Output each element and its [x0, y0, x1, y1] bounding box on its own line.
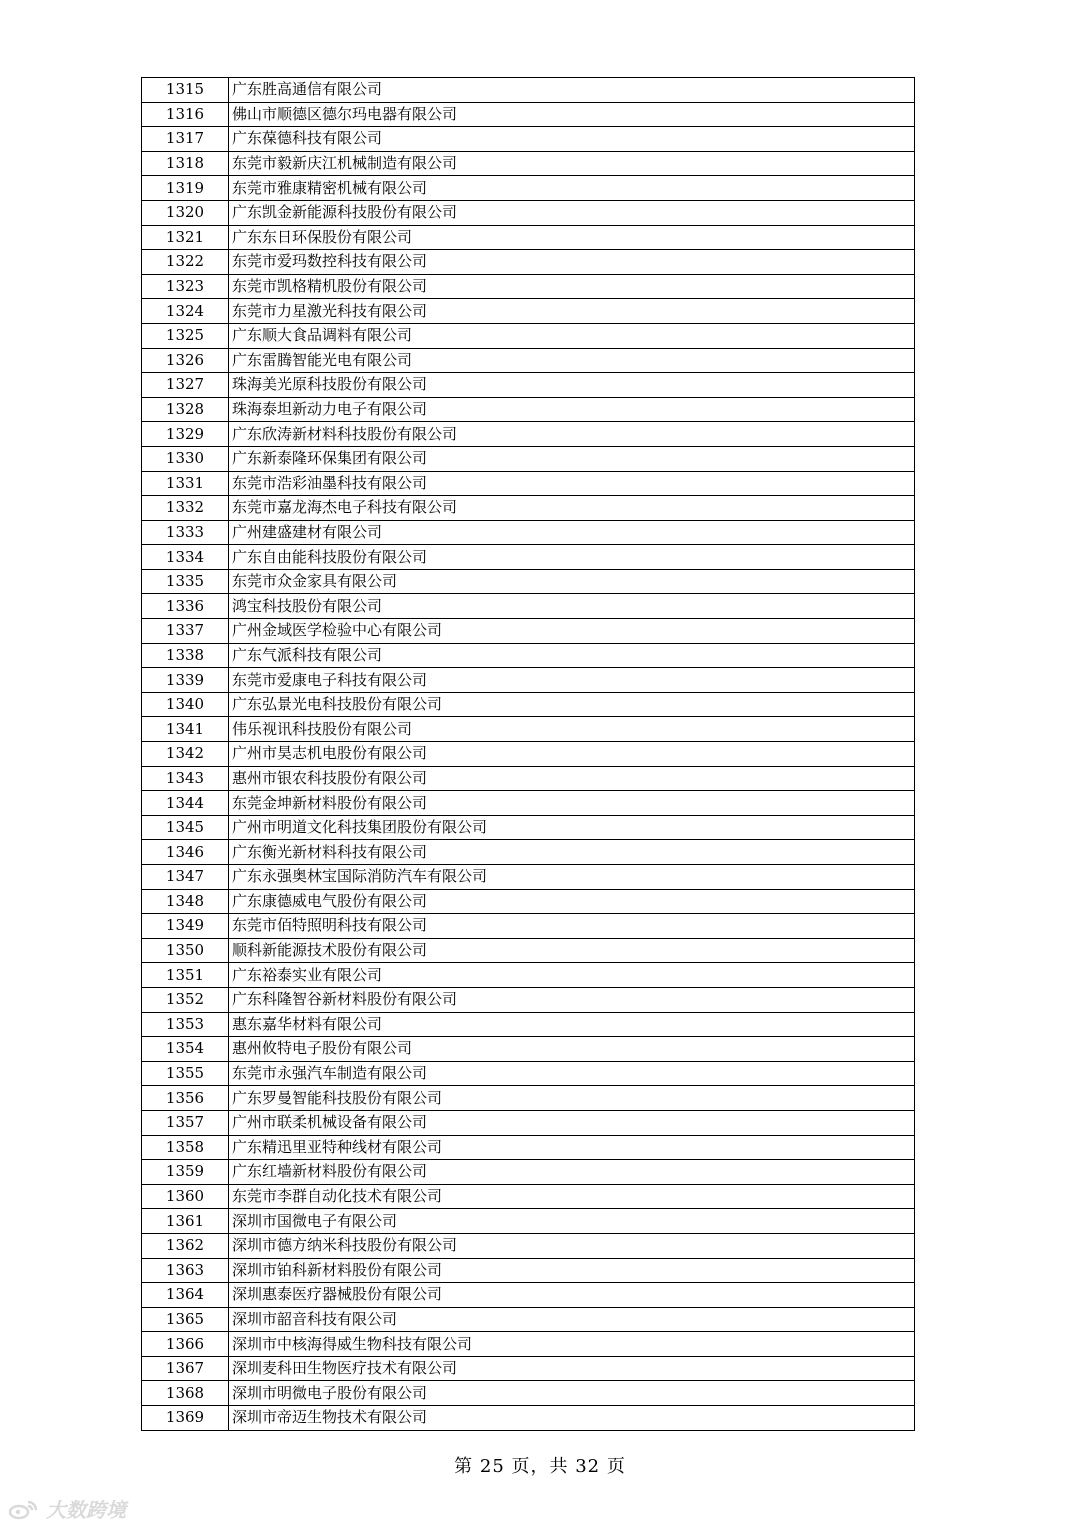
row-number: 1317 — [142, 127, 229, 152]
table-row — [142, 668, 915, 693]
company-name: 深圳市帝迈生物技术有限公司 — [229, 1406, 915, 1431]
table-row — [142, 348, 915, 373]
company-name: 广东弘景光电科技股份有限公司 — [229, 692, 915, 717]
company-name: 广州市昊志机电股份有限公司 — [229, 742, 915, 767]
table-row — [142, 496, 915, 521]
company-name: 惠东嘉华材料有限公司 — [229, 1012, 915, 1037]
table-row — [142, 127, 915, 152]
row-number: 1351 — [142, 963, 229, 988]
company-list-table — [141, 77, 915, 1431]
row-number: 1318 — [142, 151, 229, 176]
table-row — [142, 963, 915, 988]
row-number: 1356 — [142, 1086, 229, 1111]
table-row — [142, 373, 915, 398]
table-row — [142, 200, 915, 225]
row-number: 1325 — [142, 323, 229, 348]
company-name: 东莞市雅康精密机械有限公司 — [229, 176, 915, 201]
table-row — [142, 914, 915, 939]
company-name: 东莞市嘉龙海杰电子科技有限公司 — [229, 496, 915, 521]
company-name: 深圳市明微电子股份有限公司 — [229, 1381, 915, 1406]
row-number: 1315 — [142, 78, 229, 103]
company-name: 顺科新能源技术股份有限公司 — [229, 938, 915, 963]
table-row — [142, 1061, 915, 1086]
company-name: 广州市明道文化科技集团股份有限公司 — [229, 815, 915, 840]
row-number: 1360 — [142, 1184, 229, 1209]
row-number: 1359 — [142, 1160, 229, 1185]
table-row — [142, 1184, 915, 1209]
row-number: 1367 — [142, 1356, 229, 1381]
table-row — [142, 1135, 915, 1160]
company-name: 东莞市爱康电子科技有限公司 — [229, 668, 915, 693]
company-name: 东莞市爱玛数控科技有限公司 — [229, 250, 915, 275]
company-name: 深圳市国微电子有限公司 — [229, 1209, 915, 1234]
table-row — [142, 692, 915, 717]
company-name: 珠海美光原科技股份有限公司 — [229, 373, 915, 398]
table-row — [142, 274, 915, 299]
table-row — [142, 1012, 915, 1037]
row-number: 1333 — [142, 520, 229, 545]
company-name: 广东新泰隆环保集团有限公司 — [229, 446, 915, 471]
company-name: 广州建盛建材有限公司 — [229, 520, 915, 545]
row-number: 1336 — [142, 594, 229, 619]
company-name: 广东衡光新材料科技有限公司 — [229, 840, 915, 865]
row-number: 1341 — [142, 717, 229, 742]
row-number: 1342 — [142, 742, 229, 767]
row-number: 1344 — [142, 791, 229, 816]
company-name: 东莞市毅新庆江机械制造有限公司 — [229, 151, 915, 176]
row-number: 1335 — [142, 569, 229, 594]
table-row — [142, 865, 915, 890]
table-row — [142, 225, 915, 250]
company-name: 广东红墙新材料股份有限公司 — [229, 1160, 915, 1185]
table-row — [142, 791, 915, 816]
company-name: 珠海泰坦新动力电子有限公司 — [229, 397, 915, 422]
table-row — [142, 889, 915, 914]
table-row — [142, 1086, 915, 1111]
row-number: 1363 — [142, 1258, 229, 1283]
company-name: 东莞市力星激光科技有限公司 — [229, 299, 915, 324]
table-row — [142, 1381, 915, 1406]
row-number: 1365 — [142, 1307, 229, 1332]
row-number: 1353 — [142, 1012, 229, 1037]
row-number: 1334 — [142, 545, 229, 570]
row-number: 1361 — [142, 1209, 229, 1234]
table-row — [142, 1258, 915, 1283]
company-name: 广东葆德科技有限公司 — [229, 127, 915, 152]
row-number: 1321 — [142, 225, 229, 250]
company-name: 深圳惠泰医疗器械股份有限公司 — [229, 1283, 915, 1308]
table-row — [142, 1283, 915, 1308]
company-name: 广东顺大食品调料有限公司 — [229, 323, 915, 348]
row-number: 1366 — [142, 1332, 229, 1357]
table-body — [142, 78, 915, 1431]
table-row — [142, 250, 915, 275]
company-name: 广东罗曼智能科技股份有限公司 — [229, 1086, 915, 1111]
company-name: 广东雷腾智能光电有限公司 — [229, 348, 915, 373]
row-number: 1368 — [142, 1381, 229, 1406]
table-row — [142, 323, 915, 348]
company-name: 广东裕泰实业有限公司 — [229, 963, 915, 988]
table-row — [142, 717, 915, 742]
row-number: 1346 — [142, 840, 229, 865]
company-name: 深圳市韶音科技有限公司 — [229, 1307, 915, 1332]
row-number: 1324 — [142, 299, 229, 324]
row-number: 1322 — [142, 250, 229, 275]
table-row — [142, 299, 915, 324]
row-number: 1357 — [142, 1110, 229, 1135]
company-name: 东莞市凯格精机股份有限公司 — [229, 274, 915, 299]
row-number: 1349 — [142, 914, 229, 939]
company-name: 深圳市德方纳米科技股份有限公司 — [229, 1233, 915, 1258]
table-row — [142, 397, 915, 422]
table-row — [142, 520, 915, 545]
company-name: 广东气派科技有限公司 — [229, 643, 915, 668]
table-row — [142, 569, 915, 594]
table-row — [142, 102, 915, 127]
row-number: 1316 — [142, 102, 229, 127]
weibo-logo-icon — [8, 1498, 42, 1520]
company-name: 惠州攸特电子股份有限公司 — [229, 1037, 915, 1062]
table-row — [142, 619, 915, 644]
table-row — [142, 1307, 915, 1332]
table-row — [142, 1406, 915, 1431]
row-number: 1319 — [142, 176, 229, 201]
company-name: 惠州市银农科技股份有限公司 — [229, 766, 915, 791]
table-row — [142, 446, 915, 471]
table-row — [142, 471, 915, 496]
table-row — [142, 176, 915, 201]
table-row — [142, 1110, 915, 1135]
table-row — [142, 1332, 915, 1357]
table-row — [142, 938, 915, 963]
row-number: 1323 — [142, 274, 229, 299]
company-name: 广东自由能科技股份有限公司 — [229, 545, 915, 570]
company-name: 广东康德威电气股份有限公司 — [229, 889, 915, 914]
row-number: 1338 — [142, 643, 229, 668]
row-number: 1364 — [142, 1283, 229, 1308]
table-row — [142, 815, 915, 840]
table-row — [142, 594, 915, 619]
table-row — [142, 78, 915, 103]
table-row — [142, 987, 915, 1012]
table-row — [142, 643, 915, 668]
row-number: 1345 — [142, 815, 229, 840]
row-number: 1343 — [142, 766, 229, 791]
table-row — [142, 766, 915, 791]
company-name: 东莞市永强汽车制造有限公司 — [229, 1061, 915, 1086]
company-name: 深圳市铂科新材料股份有限公司 — [229, 1258, 915, 1283]
table-row — [142, 545, 915, 570]
row-number: 1354 — [142, 1037, 229, 1062]
row-number: 1369 — [142, 1406, 229, 1431]
company-name: 深圳麦科田生物医疗技术有限公司 — [229, 1356, 915, 1381]
row-number: 1350 — [142, 938, 229, 963]
company-name: 东莞市众金家具有限公司 — [229, 569, 915, 594]
row-number: 1320 — [142, 200, 229, 225]
row-number: 1329 — [142, 422, 229, 447]
table-row — [142, 1037, 915, 1062]
company-name: 深圳市中核海得威生物科技有限公司 — [229, 1332, 915, 1357]
row-number: 1352 — [142, 987, 229, 1012]
row-number: 1327 — [142, 373, 229, 398]
row-number: 1348 — [142, 889, 229, 914]
company-name: 伟乐视讯科技股份有限公司 — [229, 717, 915, 742]
table-row — [142, 840, 915, 865]
company-name: 广州市联柔机械设备有限公司 — [229, 1110, 915, 1135]
watermark-text: 大数跨境 — [46, 1498, 126, 1522]
row-number: 1347 — [142, 865, 229, 890]
watermark — [8, 1494, 126, 1523]
company-name: 广州金域医学检验中心有限公司 — [229, 619, 915, 644]
row-number: 1332 — [142, 496, 229, 521]
company-name: 东莞市浩彩油墨科技有限公司 — [229, 471, 915, 496]
table-row — [142, 422, 915, 447]
company-name: 广东欣涛新材料科技股份有限公司 — [229, 422, 915, 447]
company-name: 鸿宝科技股份有限公司 — [229, 594, 915, 619]
table-row — [142, 1356, 915, 1381]
row-number: 1339 — [142, 668, 229, 693]
company-name: 佛山市顺德区德尔玛电器有限公司 — [229, 102, 915, 127]
row-number: 1328 — [142, 397, 229, 422]
company-name: 广东胜高通信有限公司 — [229, 78, 915, 103]
row-number: 1358 — [142, 1135, 229, 1160]
row-number: 1326 — [142, 348, 229, 373]
row-number: 1362 — [142, 1233, 229, 1258]
row-number: 1337 — [142, 619, 229, 644]
company-name: 广东凯金新能源科技股份有限公司 — [229, 200, 915, 225]
row-number: 1330 — [142, 446, 229, 471]
company-name: 广东科隆智谷新材料股份有限公司 — [229, 987, 915, 1012]
company-name: 广东东日环保股份有限公司 — [229, 225, 915, 250]
row-number: 1355 — [142, 1061, 229, 1086]
company-name: 广东精迅里亚特种线材有限公司 — [229, 1135, 915, 1160]
table-row — [142, 1160, 915, 1185]
company-name: 广东永强奥林宝国际消防汽车有限公司 — [229, 865, 915, 890]
table-row — [142, 1209, 915, 1234]
table-row — [142, 151, 915, 176]
company-name: 东莞金坤新材料股份有限公司 — [229, 791, 915, 816]
company-name: 东莞市佰特照明科技有限公司 — [229, 914, 915, 939]
company-name: 东莞市李群自动化技术有限公司 — [229, 1184, 915, 1209]
table-row — [142, 742, 915, 767]
page-footer: 第 25 页，共 32 页 — [454, 1456, 626, 1477]
table-row — [142, 1233, 915, 1258]
row-number: 1331 — [142, 471, 229, 496]
row-number: 1340 — [142, 692, 229, 717]
